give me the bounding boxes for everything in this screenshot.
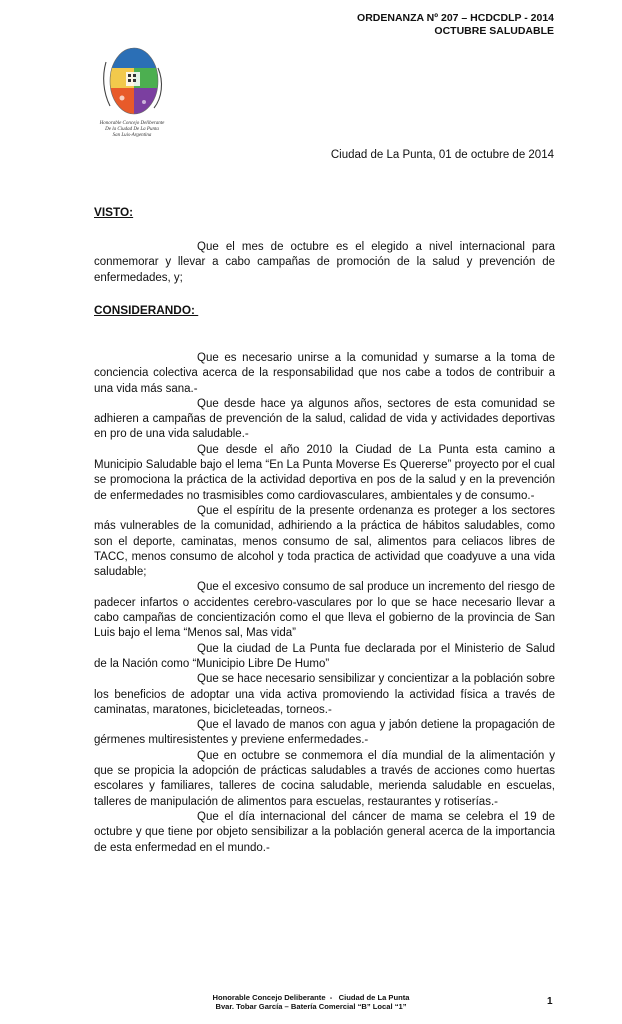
considerando-paragraph: Que el lavado de manos con agua y jabón detiene la propagación de gérmenes multiresistentes y previene enfermedades.- (94, 719, 555, 747)
ordinance-number: ORDENANZA Nº 207 – HCDCDLP - 2014 (357, 12, 554, 24)
considerando-body (94, 351, 555, 856)
council-logo (96, 42, 168, 139)
visto-body (94, 240, 555, 286)
footer-address: Bvar. Tobar García – Batería Comercial “B” Local “1” (215, 1002, 407, 1011)
visto-paragraph: Que el mes de octubre es el elegido a nivel internacional para conmemorar y llevar a cabo campañas de promoción de la salud y prevención de enfermedades, y; (94, 241, 555, 284)
ordinance-header (357, 12, 554, 38)
considerando-paragraph: Que el espíritu de la presente ordenanza es proteger a los sectores más vulnerables de la comunidad, adhiriendo a la práctica de hábitos saludables, como son el deporte, caminatas, menos consumo de sal, alimentos para celiacos libres de TACC, menos consumo de alcohol y toda practica de actividad que coadyuve a una vida saludable; (94, 504, 555, 579)
considerando-paragraph: Que desde hace ya algunos años, sectores de esta comunidad se adhieren a campañas de prevención de la salud, calidad de vida y actividades deportivas en pro de una vida saludable.- (94, 397, 555, 441)
page-footer (0, 993, 622, 1011)
footer-institution: Honorable Concejo Deliberante - Ciudad de La Punta (212, 993, 410, 1002)
considerando-paragraph: Que el día internacional del cáncer de mama se celebra el 19 de octubre y que tiene por objeto sensibilizar a la población general acerca de la importancia de esta enfermedad en el mundo.- (94, 810, 555, 854)
visto-heading: VISTO: (94, 205, 134, 219)
considerando-paragraph: Que desde el año 2010 la Ciudad de La Punta esta camino a Municipio Saludable bajo el lema “En La Punta Moverse Es Quererse” proyecto por el cual se promociona la práctica de la actividad deportiva en pos de la salud y en la prevención de enfermedades no trasmisibles como cardiovasculares, ambientales y de consumo.- (94, 443, 555, 502)
page-number: 1 (547, 996, 553, 1007)
considerando-paragraph: Que el excesivo consumo de sal produce un incremento del riesgo de padecer infartos o accidentes cerebro-vasculares por lo que se hace necesario llevar a cabo campañas de concientización como el que lleva el gobierno de la provincia de San Luis bajo el lema “Menos sal, Mas vida” (94, 581, 555, 640)
logo-caption: Honorable Concejo Deliberante De la Ciudad De La Punta San Luis-Argentina (99, 121, 165, 138)
document-date: Ciudad de La Punta, 01 de octubre de 2014 (330, 149, 554, 161)
considerando-paragraph: Que en octubre se conmemora el día mundial de la alimentación y que se propicia la adopción de prácticas saludables a través de acciones como huertas escolares y familiares, talleres de cocina saludable, merienda saludable en escuelas, talleres de manipulación de alimentos para escuelas, restaurantes y rotiserías.- (94, 749, 555, 808)
council-emblem-icon (96, 42, 168, 120)
ordinance-title: OCTUBRE SALUDABLE (434, 25, 554, 37)
considerando-paragraph: Que es necesario unirse a la comunidad y sumarse a la toma de conciencia colectiva acerca de la responsabilidad que nos cabe a todos de contribuir a una vida más sana.- (94, 352, 555, 395)
considerando-paragraph: Que la ciudad de La Punta fue declarada por el Ministerio de Salud de la Nación como “Municipio Libre De Humo” (94, 642, 555, 670)
considerando-paragraph: Que se hace necesario sensibilizar y concientizar a la población sobre los beneficios de adoptar una vida activa promoviendo la actividad física a través de caminatas, maratones, bicicleteadas, torneos.- (94, 673, 555, 716)
considerando-heading: CONSIDERANDO: (94, 303, 199, 317)
